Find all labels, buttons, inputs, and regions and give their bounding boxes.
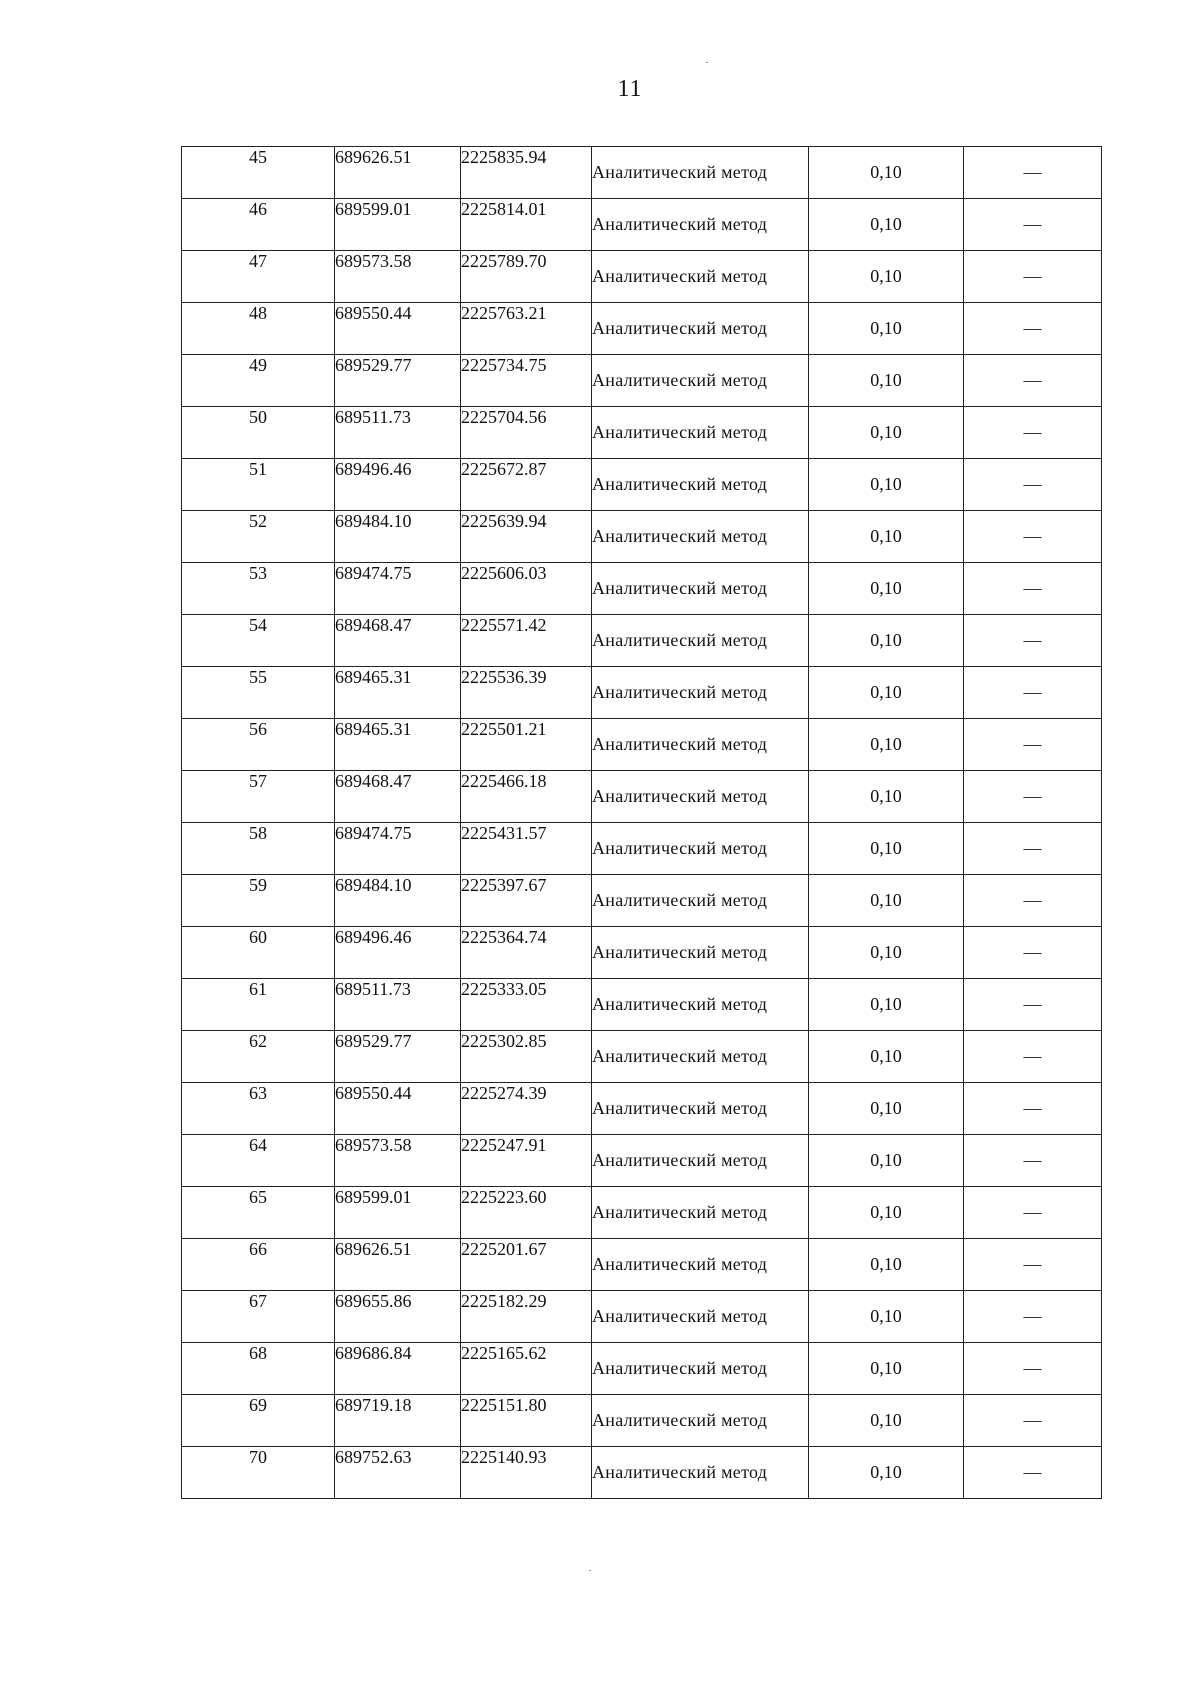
table-row: [182, 1135, 1102, 1187]
note-cell: —: [964, 771, 1102, 823]
x-coordinate-cell: 689752.63: [335, 1447, 461, 1499]
accuracy-cell: 0,10: [809, 1083, 964, 1135]
table-row: [182, 355, 1102, 407]
accuracy-cell: 0,10: [809, 1291, 964, 1343]
y-coordinate-cell: 2225151.80: [461, 1395, 592, 1447]
point-number-cell: 50: [182, 407, 335, 459]
y-coordinate-cell: 2225704.56: [461, 407, 592, 459]
note-cell: —: [964, 1239, 1102, 1291]
point-number-cell: 63: [182, 1083, 335, 1135]
table-row: [182, 1187, 1102, 1239]
note-cell: —: [964, 615, 1102, 667]
y-coordinate-cell: 2225397.67: [461, 875, 592, 927]
method-cell: Аналитический метод: [592, 1447, 809, 1499]
table-row: [182, 1031, 1102, 1083]
note-cell: —: [964, 1083, 1102, 1135]
x-coordinate-cell: 689686.84: [335, 1343, 461, 1395]
table-row: [182, 615, 1102, 667]
page-number: 11: [617, 76, 643, 102]
point-number-cell: 68: [182, 1343, 335, 1395]
note-cell: —: [964, 303, 1102, 355]
y-coordinate-cell: 2225639.94: [461, 511, 592, 563]
point-number-cell: 51: [182, 459, 335, 511]
table-row: [182, 1083, 1102, 1135]
y-coordinate-cell: 2225247.91: [461, 1135, 592, 1187]
method-cell: Аналитический метод: [592, 823, 809, 875]
table-row: [182, 927, 1102, 979]
accuracy-cell: 0,10: [809, 459, 964, 511]
point-number-cell: 69: [182, 1395, 335, 1447]
point-number-cell: 46: [182, 199, 335, 251]
x-coordinate-cell: 689626.51: [335, 147, 461, 199]
method-cell: Аналитический метод: [592, 199, 809, 251]
table-row: [182, 147, 1102, 199]
x-coordinate-cell: 689573.58: [335, 251, 461, 303]
x-coordinate-cell: 689511.73: [335, 407, 461, 459]
y-coordinate-cell: 2225763.21: [461, 303, 592, 355]
note-cell: —: [964, 355, 1102, 407]
point-number-cell: 70: [182, 1447, 335, 1499]
accuracy-cell: 0,10: [809, 719, 964, 771]
x-coordinate-cell: 689573.58: [335, 1135, 461, 1187]
method-cell: Аналитический метод: [592, 1291, 809, 1343]
method-cell: Аналитический метод: [592, 1031, 809, 1083]
x-coordinate-cell: 689550.44: [335, 303, 461, 355]
table-row: [182, 823, 1102, 875]
method-cell: Аналитический метод: [592, 927, 809, 979]
accuracy-cell: 0,10: [809, 615, 964, 667]
note-cell: —: [964, 251, 1102, 303]
accuracy-cell: 0,10: [809, 875, 964, 927]
x-coordinate-cell: 689484.10: [335, 511, 461, 563]
point-number-cell: 54: [182, 615, 335, 667]
scan-speck: [589, 1570, 591, 1571]
y-coordinate-cell: 2225814.01: [461, 199, 592, 251]
y-coordinate-cell: 2225302.85: [461, 1031, 592, 1083]
x-coordinate-cell: 689474.75: [335, 823, 461, 875]
point-number-cell: 58: [182, 823, 335, 875]
y-coordinate-cell: 2225536.39: [461, 667, 592, 719]
point-number-cell: 49: [182, 355, 335, 407]
method-cell: Аналитический метод: [592, 615, 809, 667]
table-row: [182, 1239, 1102, 1291]
accuracy-cell: 0,10: [809, 303, 964, 355]
note-cell: —: [964, 875, 1102, 927]
note-cell: —: [964, 199, 1102, 251]
method-cell: Аналитический метод: [592, 719, 809, 771]
y-coordinate-cell: 2225333.05: [461, 979, 592, 1031]
accuracy-cell: 0,10: [809, 355, 964, 407]
accuracy-cell: 0,10: [809, 823, 964, 875]
table-row: [182, 1343, 1102, 1395]
y-coordinate-cell: 2225672.87: [461, 459, 592, 511]
note-cell: —: [964, 1447, 1102, 1499]
x-coordinate-cell: 689465.31: [335, 667, 461, 719]
note-cell: —: [964, 1187, 1102, 1239]
y-coordinate-cell: 2225274.39: [461, 1083, 592, 1135]
method-cell: Аналитический метод: [592, 1395, 809, 1447]
coordinates-table-body: [182, 147, 1102, 1499]
x-coordinate-cell: 689529.77: [335, 1031, 461, 1083]
accuracy-cell: 0,10: [809, 1395, 964, 1447]
y-coordinate-cell: 2225431.57: [461, 823, 592, 875]
point-number-cell: 57: [182, 771, 335, 823]
accuracy-cell: 0,10: [809, 979, 964, 1031]
table-row: [182, 303, 1102, 355]
note-cell: —: [964, 1291, 1102, 1343]
accuracy-cell: 0,10: [809, 563, 964, 615]
method-cell: Аналитический метод: [592, 251, 809, 303]
note-cell: —: [964, 459, 1102, 511]
y-coordinate-cell: 2225501.21: [461, 719, 592, 771]
y-coordinate-cell: 2225734.75: [461, 355, 592, 407]
y-coordinate-cell: 2225201.67: [461, 1239, 592, 1291]
y-coordinate-cell: 2225789.70: [461, 251, 592, 303]
note-cell: —: [964, 1135, 1102, 1187]
x-coordinate-cell: 689655.86: [335, 1291, 461, 1343]
accuracy-cell: 0,10: [809, 927, 964, 979]
table-row: [182, 199, 1102, 251]
table-row: [182, 875, 1102, 927]
note-cell: —: [964, 563, 1102, 615]
note-cell: —: [964, 511, 1102, 563]
method-cell: Аналитический метод: [592, 407, 809, 459]
note-cell: —: [964, 667, 1102, 719]
method-cell: Аналитический метод: [592, 563, 809, 615]
table-row: [182, 1395, 1102, 1447]
method-cell: Аналитический метод: [592, 303, 809, 355]
point-number-cell: 61: [182, 979, 335, 1031]
point-number-cell: 64: [182, 1135, 335, 1187]
point-number-cell: 67: [182, 1291, 335, 1343]
method-cell: Аналитический метод: [592, 979, 809, 1031]
note-cell: —: [964, 1395, 1102, 1447]
accuracy-cell: 0,10: [809, 251, 964, 303]
point-number-cell: 45: [182, 147, 335, 199]
accuracy-cell: 0,10: [809, 147, 964, 199]
coordinates-table: [181, 146, 1102, 1499]
x-coordinate-cell: 689468.47: [335, 615, 461, 667]
x-coordinate-cell: 689484.10: [335, 875, 461, 927]
scan-speck: [706, 62, 708, 63]
method-cell: Аналитический метод: [592, 667, 809, 719]
x-coordinate-cell: 689626.51: [335, 1239, 461, 1291]
accuracy-cell: 0,10: [809, 1031, 964, 1083]
table-row: [182, 1291, 1102, 1343]
x-coordinate-cell: 689496.46: [335, 459, 461, 511]
table-row: [182, 771, 1102, 823]
accuracy-cell: 0,10: [809, 407, 964, 459]
point-number-cell: 47: [182, 251, 335, 303]
method-cell: Аналитический метод: [592, 1083, 809, 1135]
method-cell: Аналитический метод: [592, 1239, 809, 1291]
accuracy-cell: 0,10: [809, 1239, 964, 1291]
point-number-cell: 53: [182, 563, 335, 615]
accuracy-cell: 0,10: [809, 511, 964, 563]
note-cell: —: [964, 1031, 1102, 1083]
method-cell: Аналитический метод: [592, 1187, 809, 1239]
note-cell: —: [964, 1343, 1102, 1395]
table-row: [182, 719, 1102, 771]
y-coordinate-cell: 2225466.18: [461, 771, 592, 823]
table-row: [182, 251, 1102, 303]
y-coordinate-cell: 2225223.60: [461, 1187, 592, 1239]
point-number-cell: 59: [182, 875, 335, 927]
x-coordinate-cell: 689599.01: [335, 1187, 461, 1239]
table-row: [182, 1447, 1102, 1499]
point-number-cell: 52: [182, 511, 335, 563]
table-row: [182, 459, 1102, 511]
point-number-cell: 56: [182, 719, 335, 771]
y-coordinate-cell: 2225364.74: [461, 927, 592, 979]
table-row: [182, 563, 1102, 615]
method-cell: Аналитический метод: [592, 511, 809, 563]
note-cell: —: [964, 719, 1102, 771]
x-coordinate-cell: 689529.77: [335, 355, 461, 407]
note-cell: —: [964, 927, 1102, 979]
point-number-cell: 60: [182, 927, 335, 979]
y-coordinate-cell: 2225606.03: [461, 563, 592, 615]
y-coordinate-cell: 2225165.62: [461, 1343, 592, 1395]
accuracy-cell: 0,10: [809, 199, 964, 251]
note-cell: —: [964, 979, 1102, 1031]
x-coordinate-cell: 689719.18: [335, 1395, 461, 1447]
method-cell: Аналитический метод: [592, 147, 809, 199]
x-coordinate-cell: 689468.47: [335, 771, 461, 823]
note-cell: —: [964, 823, 1102, 875]
accuracy-cell: 0,10: [809, 1135, 964, 1187]
point-number-cell: 65: [182, 1187, 335, 1239]
method-cell: Аналитический метод: [592, 1343, 809, 1395]
x-coordinate-cell: 689465.31: [335, 719, 461, 771]
note-cell: —: [964, 407, 1102, 459]
method-cell: Аналитический метод: [592, 1135, 809, 1187]
x-coordinate-cell: 689496.46: [335, 927, 461, 979]
x-coordinate-cell: 689511.73: [335, 979, 461, 1031]
accuracy-cell: 0,10: [809, 1343, 964, 1395]
y-coordinate-cell: 2225140.93: [461, 1447, 592, 1499]
point-number-cell: 66: [182, 1239, 335, 1291]
x-coordinate-cell: 689474.75: [335, 563, 461, 615]
coordinates-table-container: [181, 146, 1101, 1499]
y-coordinate-cell: 2225835.94: [461, 147, 592, 199]
accuracy-cell: 0,10: [809, 771, 964, 823]
method-cell: Аналитический метод: [592, 459, 809, 511]
x-coordinate-cell: 689550.44: [335, 1083, 461, 1135]
method-cell: Аналитический метод: [592, 771, 809, 823]
y-coordinate-cell: 2225182.29: [461, 1291, 592, 1343]
point-number-cell: 48: [182, 303, 335, 355]
y-coordinate-cell: 2225571.42: [461, 615, 592, 667]
method-cell: Аналитический метод: [592, 875, 809, 927]
x-coordinate-cell: 689599.01: [335, 199, 461, 251]
note-cell: —: [964, 147, 1102, 199]
accuracy-cell: 0,10: [809, 667, 964, 719]
table-row: [182, 979, 1102, 1031]
accuracy-cell: 0,10: [809, 1447, 964, 1499]
point-number-cell: 55: [182, 667, 335, 719]
table-row: [182, 407, 1102, 459]
accuracy-cell: 0,10: [809, 1187, 964, 1239]
point-number-cell: 62: [182, 1031, 335, 1083]
method-cell: Аналитический метод: [592, 355, 809, 407]
table-row: [182, 511, 1102, 563]
table-row: [182, 667, 1102, 719]
